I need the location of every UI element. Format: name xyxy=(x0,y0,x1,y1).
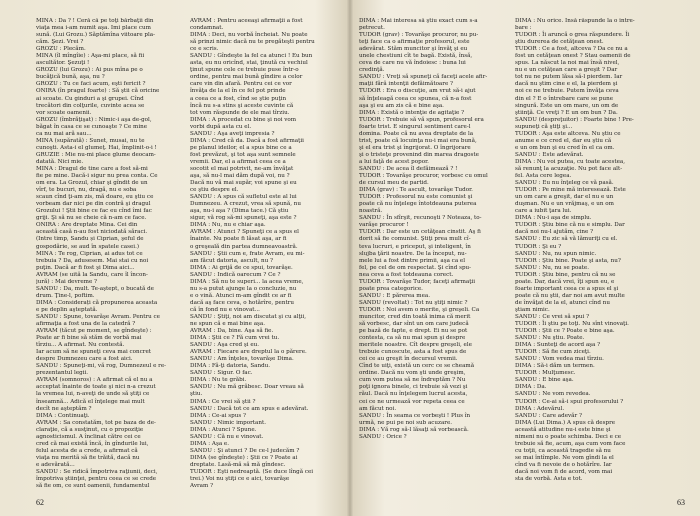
text-line: trebuie să fie, acum, aşa cum vom face xyxy=(515,440,626,447)
text-line: TUDOR : Aşa este altceva. Nu ştiu ce xyxy=(515,130,621,137)
text-line: Dumnezeu. A crezut, vrea să spună, nu xyxy=(190,201,302,208)
left-page-column-1 xyxy=(36,18,184,490)
text-line: trei.) Voi nu ştiţi ce e aici, tovarăşe xyxy=(190,476,290,483)
text-line: AVRAM : Atunci ? Spuneţi ce a spus el xyxy=(190,229,299,236)
text-line: SANDU : Gîndeşte la fel ca atunci ! Eu bun xyxy=(190,53,313,60)
text-line: SANDU (despreţuitor) : Foarte bine ! Pre- xyxy=(515,116,634,123)
text-line: tîrziu... A afirmat. Nu contestă. xyxy=(36,342,125,349)
text-line: DIMA : Să nu te superi... la acea vreme, xyxy=(190,278,304,285)
text-line: TUDOR : Ce a fost, altceva ? Da ce nu a xyxy=(515,46,628,53)
text-line: e un om bun şi eu cred în el ca om. xyxy=(515,144,615,151)
text-line: SANDU : E părerea mea. xyxy=(359,292,430,299)
text-line: ce e scris. xyxy=(190,46,219,53)
text-line: Dacă nu vă mai supăr, voi spune şi eu xyxy=(190,180,297,187)
text-line: ordine, pentru mai bună gîndire a celor xyxy=(190,74,303,81)
text-line: DIMA : Există o intenţie de agitaţie ? xyxy=(359,109,465,116)
text-line: DIMA (Lui Dima.) A spus că despre xyxy=(515,419,616,426)
text-line: TUDOR : Noi avem o merite, şi greşeli. Ca xyxy=(359,306,480,313)
text-line: trecători din colţurile, cuvinte acea se xyxy=(36,102,145,109)
text-line: să înţeleagă ceea ce spunea, că n-a fost xyxy=(359,95,472,102)
text-line: spus. La născut la noi mai însă nivel, xyxy=(515,60,620,67)
text-line: jură) : Mai devreme ? xyxy=(36,278,98,285)
text-line: foarte important ceea ce a spus el şi xyxy=(515,285,619,292)
text-line: DIMA : Nu te grăbi. xyxy=(190,377,247,384)
text-line: condamnat. xyxy=(190,25,224,32)
text-line: DIMA : Sunteţi de acord aşa ? xyxy=(515,342,601,349)
text-line: SANDU : Dacă tot ce am spus e adevărat. xyxy=(190,405,309,412)
text-line: cunoşti. Asta-i el glumeţ. Hai, împlinit-o-i ! xyxy=(36,144,157,151)
text-line: ştiu durerea de cetăţean onest. xyxy=(515,39,604,46)
text-line: drum. Ţine-l, poftim. xyxy=(36,292,95,299)
text-line: răul. Dacă nu înţelegem lucrul acesta, xyxy=(359,391,468,398)
text-line: MINA (îl mîngîie) : Aşa-mi place, să fii xyxy=(36,53,145,60)
text-line: dacă nu ştim cine e el, la pierdem şi xyxy=(515,81,618,88)
text-line: fel, pe cel de om respectat. Şi cînd spu- xyxy=(359,264,472,271)
text-line: dorit să fie comunist. Ştiţi prea mult cî- xyxy=(359,236,471,243)
text-line: prezentantul legii. xyxy=(36,370,89,377)
text-line: ştiinţă. Ce vreţi ? E un om bun ? Da. xyxy=(515,109,618,116)
text-line: înseamnă... Adică el înţelege mai mult xyxy=(36,398,145,405)
text-line: ce ştiu despre el. xyxy=(190,187,239,194)
text-line: DIMA : Adevărul. xyxy=(515,405,565,412)
text-line: supuneţi că ştiţi şi... xyxy=(515,123,573,130)
text-line: duşman. Nu e un vrăjmaş, e un om xyxy=(515,201,614,208)
text-line: SANDU : Nimic important. xyxy=(190,419,267,426)
left-page-column-2 xyxy=(190,18,338,490)
text-line: DIMA (grav) : Te ascult, tovarăşe Tudor. xyxy=(359,187,473,194)
text-line: SANDU : În seama ce vorbeşti ! Plus în xyxy=(359,412,471,419)
text-line: AVRAM : Pentru aceeaşi afirmaţii a fost xyxy=(190,18,303,24)
text-line: varăşe procuror ! xyxy=(359,222,409,229)
text-line: vor scoate oamenii. xyxy=(36,109,92,116)
text-line: TUDOR : Ce-ai să-i spui profesorului ? xyxy=(515,398,624,405)
text-line: SANDU : Ce vrei să spui ? xyxy=(515,313,590,320)
text-line: SANDU : Este adevărat. xyxy=(515,151,584,158)
text-line: ONIRA : Are dreptate Mina. Cei din xyxy=(36,222,138,229)
text-line: căm. Şezi. Vrei ? xyxy=(36,39,84,46)
text-line: de cursul meu de partid. xyxy=(359,180,429,187)
text-line: cei ce ne urmează vor repeta ceea ce xyxy=(359,398,465,405)
text-line: MINA (supărată) : Sunet, musai, nu te xyxy=(36,137,145,144)
text-line: această atitudine nu-i este bine şi xyxy=(515,426,611,433)
text-line: nimeni nu o poate schimba. Deci e ce xyxy=(515,433,622,440)
text-line: GROZU (îmbrăţişat) : Nimic-i aşa de-gol, xyxy=(36,116,152,123)
text-line: TUDOR : Ştiu bine că nu e simplu. Dar xyxy=(515,222,625,229)
text-line: ca nu mai ară sau... xyxy=(36,130,92,137)
text-line: fost prevăzut, şi tot aşa sunt semnele xyxy=(190,151,296,158)
text-line: fel. Asta cere legea. xyxy=(515,173,572,180)
text-line: ONIRA (în pragul foarte) : Să ştii că oricine xyxy=(36,88,160,95)
text-line: SANDU : Şi atunci ? De ce-l judecăm ? xyxy=(190,447,300,454)
text-line: SANDU : Că nu e vinovat. xyxy=(190,433,264,440)
text-line: decît ne aşteptăm ? xyxy=(36,405,92,412)
text-line: am făcut datoria, ascult, nu ? xyxy=(190,257,273,264)
text-line: se mai întîmple. Ne vom gîndi la el xyxy=(515,454,614,461)
text-line: SANDU : Care adevăr ? xyxy=(515,412,582,419)
text-line: gospodărie, se aud în spatele casei.) xyxy=(36,243,140,250)
text-line: băgat în casa ce se cunoaşte ? Ce mine xyxy=(36,123,148,130)
text-line: TUDOR (grav) : Tovarăşe procuror, nu pu- xyxy=(359,32,479,39)
text-line: TUDOR : Să fie cum ziceţi. xyxy=(515,349,591,356)
text-line: pe bază de fapte, e drept. Ei nu se pot xyxy=(359,328,468,335)
text-line: bare : xyxy=(515,25,532,32)
right-page-column-2 xyxy=(515,18,663,490)
text-line: vorbi după asta cu el. xyxy=(190,123,252,130)
text-line: Cînd te uiţi, există un cerc ce se cheamă xyxy=(359,363,475,370)
text-line: Grozului ! Ştii bine ce fac eu cînd îmi fac xyxy=(36,208,152,215)
right-page-column-1 xyxy=(359,18,507,490)
text-line: acceptat înainte de toate şi nici n-a crezut xyxy=(36,384,156,391)
text-line: DIMA : Aşa e. xyxy=(190,440,230,447)
text-line: noi ce ne trebuie. Putem învăţa ceva xyxy=(515,88,619,95)
text-line: trebuia ? Da, adusesem. Mai stai cu noi xyxy=(36,257,149,264)
text-line: SANDU : Nu ştiu. Poate. xyxy=(515,335,585,342)
text-line: MINA : Da ? ! Ceră că pe toţi bărbaţii din xyxy=(36,18,154,24)
text-line: SANDU : Spune, tovarăşe Avram. Pentru ce xyxy=(36,313,160,320)
text-line: TUDOR : Pe mine mă interesează. Este xyxy=(515,187,626,194)
text-line: să renunţ la acuzaţie. Nu pot face alt- xyxy=(515,165,623,172)
left-page xyxy=(0,0,349,516)
text-line: fie pe mine. Dacă-i sigur nu prea conta. Ce xyxy=(36,173,158,180)
text-line: petrecut. xyxy=(359,25,385,32)
text-line: nu e un cetăţean care a greşit ? Dar xyxy=(515,67,618,74)
text-line: a lui faţă de acest popor. xyxy=(359,158,429,165)
text-line: fost un cetăţean onest ? Stau oamenii de xyxy=(515,53,631,60)
text-line: vorbeam dar nici pe din contră şi dragul xyxy=(36,201,151,208)
text-line: nea ceva a fost totdeauna corect. xyxy=(359,271,454,278)
text-line: e o vină. Atunci m-am gîndit ce ar fi xyxy=(190,292,292,299)
text-line: SANDU : Eu zic să vă lămuriţi cu el. xyxy=(515,236,618,243)
text-line: sta de vorbă. Asta e tot. xyxy=(515,476,583,483)
text-line: DIMA : Ce vrei să ştii ? xyxy=(190,398,256,405)
text-line: AVRAM : Da, bine. Aşa să fie. xyxy=(190,328,274,335)
text-line: înainte. Nu poate fi lăsat aşa, ar fi xyxy=(190,236,287,243)
text-line: (Intre timp, Sandu și Ciprian, şeful de xyxy=(36,236,144,243)
text-line: învăţa de la el în ce fel pot prinde xyxy=(190,88,286,95)
text-line: SANDU (revoltat) : Tot nu ştiţi nimic ? xyxy=(359,299,468,306)
text-line: scaun cînd ţi-am zis, mă doare, eu ştiu ce xyxy=(36,194,154,201)
text-line: MINA : Dragul de tine care a fost să-mi xyxy=(36,165,148,172)
text-line: mele lui a fost dintre primii, aşa ca el xyxy=(359,257,466,264)
text-line: AVRAM (tăcut pe moment, se gîndeşte) : xyxy=(36,328,152,335)
text-line: SANDU : Se ridică împotriva raţiunii, deci, xyxy=(36,469,158,475)
text-line: şi el era trist şi îngrijorat. O îngrijorare xyxy=(359,144,471,151)
text-line: GROZU : Plecăm. xyxy=(36,46,86,53)
text-line: SANDU : Aşa cred şi eu. xyxy=(190,342,260,349)
text-line: adevărat. Stăm muncitor şi învăţ şi eu xyxy=(359,46,468,53)
text-line: SANDU : De acea îl defăimează ? ! xyxy=(359,165,458,172)
text-line: TUDOR : Îi aruncă o grea răspundere. Îi xyxy=(515,32,630,39)
text-line: SANDU : Am înţeles, tovarăşe Dima. xyxy=(190,356,294,363)
text-line: viaţa mea i-am numit aşa. Imi place cum xyxy=(36,25,151,32)
text-line: trebuie cunoscute, asta a fost spus de xyxy=(359,349,467,356)
text-line: DIMA : Atunci ? Spune. xyxy=(190,426,257,433)
text-line: să fie om, ce sunt oamenii, fundamentul xyxy=(36,483,150,490)
text-line: DIMA : Ce-ai spus ? xyxy=(190,412,246,419)
text-line: împotriva ştiinţei, pentru ceea ce se crede xyxy=(36,476,157,483)
text-line: claraţie, că a susţinut, cu o propoziţie xyxy=(36,426,144,433)
text-line: DIMA : Nu orice. Însă răspunde la o între- xyxy=(515,18,635,24)
text-line: felul acesta de a crede, a afirmat că xyxy=(36,447,138,454)
text-line: teva lucruri, e priceput, şi inteligent, în xyxy=(359,243,471,250)
text-line: DIMA : Ştii ce ? Fă cum vrei tu. xyxy=(190,335,280,342)
text-line: DIMA : Vă rog să-l lăsaţi să vorbească. xyxy=(359,426,469,433)
text-line: SANDU : Ştii cum e, frate Avram, eu mi- xyxy=(190,250,305,257)
text-line: e adevărată... xyxy=(36,461,75,468)
text-line: DIMA : Da. xyxy=(515,384,547,391)
text-line: AVRAM : Fiecare are dreptul la o părere. xyxy=(190,349,307,356)
text-line: pe planul ideilor, el a spus bine ce a xyxy=(190,144,292,151)
text-line: dreptate. Lasă-mă să mă gîndesc. xyxy=(190,461,286,468)
text-line: despre Dumnezeu care a fost aici. xyxy=(36,356,133,363)
text-line: contesta, ca să nu mai spun şi despre xyxy=(359,335,466,342)
text-line: din el ? E o întrebare care se pune xyxy=(515,95,613,102)
text-line: viaţa nu meritã să fie trăită, dacă nu xyxy=(36,454,140,461)
text-line: ştiam nimic. xyxy=(515,306,550,313)
text-line: urmă, ne pui pe noi sub acuzare. xyxy=(359,419,453,426)
text-line: AVRAM (somnoros) : A afirmat că el nu a xyxy=(36,377,153,384)
text-line: SANDU : Nu, nu spun nimic. xyxy=(515,250,597,257)
text-line: vîrf, te bucuri, nu, dragă, nu e soba xyxy=(36,187,137,194)
text-line: cred că mai există încă, în gîndurile lui, xyxy=(36,440,149,447)
text-line: poate că nu ştii, dar noi am avut multe xyxy=(515,292,625,299)
text-line: SANDU : Vreţi să spuneţi că faceţi acele afir- xyxy=(359,74,488,81)
text-line: TUDOR : Mulţumesc. xyxy=(515,370,576,377)
text-line: a ceea ce a fost, cînd se ştie puţin xyxy=(190,95,287,102)
text-line: SANDU : Ne vom revedea. xyxy=(515,391,591,398)
text-line: cum vom putea să ne îndreptăm ? Nu xyxy=(359,377,466,384)
text-line: DIMA (se gîndeşte) : Ştii ce ? Poate ai xyxy=(190,454,298,461)
text-line: anume e ce cred el, dar eu ştiu că xyxy=(515,137,612,144)
text-line: care a iubit ţara lui. xyxy=(515,208,572,215)
text-line: DIMA : Deci, nu vorbă încheiat. Nu poate xyxy=(190,32,308,39)
text-line: unele chestiuni cît te bagă. Există, însă, xyxy=(359,53,473,60)
text-line: maţii fără intenţii defăimătoare ? xyxy=(359,81,454,88)
text-line: GROZU : Tu ce faci acum, eşti fericit ? xyxy=(36,81,146,88)
text-line: sigur, vă rog să-mi spuneţi, aşa este ? xyxy=(190,215,297,222)
text-line: TUDOR : Era o discuţie, am vrut să-i ajut xyxy=(359,88,476,95)
text-line: TUDOR : Tovarăşe procuror, vorbesc cu omul xyxy=(359,173,488,180)
text-line: cînd va fi nevoie de o hotărîre. Iar xyxy=(515,461,612,468)
text-line: SANDU : Ştiţi, noi am discutat şi cu alţii, xyxy=(190,313,307,320)
text-line: SANDU : Nu mă grăbesc. Doar vreau să xyxy=(190,384,304,391)
text-line: cei ce au greşit în decursul vremii. xyxy=(359,356,458,363)
text-line: poate. Dar, dacă vrei, îţi spun eu, e xyxy=(515,278,615,285)
text-line: DIMA : Cred că da. Dacă a fost afirmaţii xyxy=(190,137,304,144)
text-line: DIMA : A procedat cu bine şi noi vom xyxy=(190,116,297,123)
text-line: Iar acum să ne spuneţi ceva mai concret xyxy=(36,349,151,356)
text-line: SANDU : Orice ? xyxy=(359,433,407,440)
text-line: vremii. Dar, el a afirmat ceea ce a xyxy=(190,158,286,165)
text-line: datată. Nici mie. xyxy=(36,158,84,165)
text-line: că în fond nu e vinovat... xyxy=(190,306,260,313)
text-line: TUDOR : Ştiu bine, pentru că nu se xyxy=(515,271,616,278)
page-number-left: 62 xyxy=(36,498,44,507)
text-line: singură. Este un om mare, un om de xyxy=(515,102,619,109)
text-line: poate că nu înţelege întotdeauna puterea xyxy=(359,201,477,208)
text-line: SANDU : Vom vedea mai tîrziu. xyxy=(515,356,604,363)
text-line: această casă n-au fost niciodată săraci. xyxy=(36,229,148,236)
text-line: SANDU : A spus că sufletul este al lui xyxy=(190,194,297,201)
text-line: tot vom răspunde de ele mai tîrziu. xyxy=(190,109,290,116)
text-line: ordine. Dacă nu vom şti unde greşim, xyxy=(359,370,466,377)
text-line: SANDU : Sigur. O fac. xyxy=(190,370,253,377)
text-line: slujba ţării noastre. De la început, nu- xyxy=(359,250,467,257)
text-line: care vin din afară. Pentru cei ce vor xyxy=(190,81,292,88)
text-line: SANDU : Spuneţi-mi, vă rog, Dumnezeul e re- xyxy=(36,363,167,370)
text-line: SANDU : Indică oarecum ? Ce ? xyxy=(190,271,281,278)
text-line: DIMA : Continuaţi. xyxy=(36,412,90,419)
text-line: SANDU : Aşa aveţi impresia ? xyxy=(190,130,275,137)
text-line: TUDOR : Trebuie să vă spun, profesorul era xyxy=(359,116,484,123)
text-line: ne spun că e mai bine aşa. xyxy=(190,321,266,328)
text-line: meritele noastre. Cît despre greşeli, ele xyxy=(359,342,472,349)
text-line: nu s-a putut ajunge la o concluzie, nu xyxy=(190,285,297,292)
text-line: ceva de care nu vă îndoiesc : buna lui xyxy=(359,60,466,67)
text-line: DIMA : Fă-ţi datoria, Sandu. xyxy=(190,363,271,370)
text-line: SANDU : Nu, nu se poate. xyxy=(515,264,590,271)
text-line: trist, poate că locuinţa nu-i mai era bună, xyxy=(359,137,477,144)
text-line: TUDOR : Eşti nedreaptă. (Se duce lîngă cei xyxy=(190,469,314,475)
text-line: TUDOR : Tovarăşe Tudor, faceţi afirmaţii xyxy=(359,278,476,285)
page-number-right: 63 xyxy=(677,498,685,507)
text-line: DIMA : Mai interesa să ştiu exact cum s-a xyxy=(359,18,478,24)
text-line: poţi ignora binele, ci trebuie să vezi şi xyxy=(359,384,468,391)
text-line: TUDOR : Şi eu ? xyxy=(515,243,562,250)
text-line: socotit el mai potrivit, ne-am învăţat xyxy=(190,165,294,172)
text-line: de învăţat de la el, atunci cînd nu xyxy=(515,299,610,306)
text-line: noastră. xyxy=(359,208,383,215)
text-line: Poate ar fi bine să stăm de vorbă mai xyxy=(36,335,142,342)
right-page xyxy=(351,0,700,516)
text-line: ai scoate. Cu ginduri a şi grupei. Cînd xyxy=(36,95,144,102)
text-line: şi o tristeţe provenind din marea dragoste xyxy=(359,151,479,158)
text-line: ştiu. xyxy=(190,391,203,398)
text-line: dacă aş face ceva, o hotărîre, pentru xyxy=(190,299,294,306)
text-line: TUDOR : Dar este un cetăţean cinstit. Aş fi xyxy=(359,229,481,236)
text-line: aşa şi eu am zis că e bine aşa. xyxy=(359,102,444,109)
text-line: DIMA : Considerați că propunerea aceasta xyxy=(36,299,158,306)
text-line: o greşeală din partea dumneavoastră. xyxy=(190,243,298,250)
text-line: am făcut noi. xyxy=(359,405,397,412)
text-line: să prinzi nimic dacă nu te pregăteşti pentru xyxy=(190,39,315,46)
text-line: DIMA : Nu voi putea, cu toate acestea, xyxy=(515,158,626,165)
text-line: cu toţii, ca această tragedie să nu xyxy=(515,447,611,454)
text-line: SANDU : Da, mult. Te-aştept, o bucată de xyxy=(36,285,154,292)
text-line: domina. Poate că nu avea dreptate de la xyxy=(359,130,474,137)
text-line: SANDU : În sfîrşit, recunoşti ? Noteaza, to- xyxy=(359,215,482,222)
text-line: încă nu s-a stins şi aceste cuvinte că xyxy=(190,102,294,109)
text-line: ascultător. Şezuţi ! xyxy=(36,60,90,67)
text-line: MINA : Te rog, Ciprian, ai adus tot ce xyxy=(36,250,143,257)
text-line: griji. Şi să nu se cheie că n-am ce face. xyxy=(36,215,147,222)
text-line: DIMA : Nu, nu e chiar aşa. xyxy=(190,222,266,229)
text-line: dacă noi vom fi de acord, vom mai xyxy=(515,469,613,475)
text-line: tot nu ne putem lăsa să-l pierdem. Iar xyxy=(515,74,623,81)
text-line: să vorbesc, dar sînt un om care judecă xyxy=(359,321,469,328)
text-line: AVRAM : Sa constatăm, tot pe baza de de- xyxy=(36,419,156,426)
text-line: foarte trist. E singurul sentiment care-l xyxy=(359,123,471,130)
text-line: teţi face ca o afirmaţie profesorul, este xyxy=(359,39,470,46)
text-line: om era. La Grozul, chiar şi gîndit de un xyxy=(36,180,148,187)
text-line: TUDOR : Ştiu bine. Poate şi asta, nu? xyxy=(515,257,621,264)
text-line: la vremea lui, n-aveţi de unde să ştiţi ce xyxy=(36,391,150,398)
text-line: AVRAM (se uită la Sandu, care îl încon- xyxy=(36,271,148,278)
text-line: credinţă. xyxy=(359,67,385,74)
text-line: e pe deplin aşteptată. xyxy=(36,306,98,313)
text-line: GROZU (lui Grozu) : Ai pus mîna pe o xyxy=(36,67,143,74)
text-line: afirmaţia a fost una de la catedră ? xyxy=(36,321,136,328)
text-line: dacă noi nu-l ajutăm, cine ? xyxy=(515,229,594,236)
text-line: aşa, nu-i aşa ? (Dima tace.) Că ştiu xyxy=(190,208,289,215)
text-line: DIMA : Ai grijă de ce spui, tovarăşe. xyxy=(190,264,293,271)
text-line: SANDU : Eu nu înţeleg ce vă pasă. xyxy=(515,180,614,187)
text-line: bucăţică bună, aşa, nu ? xyxy=(36,74,105,81)
text-line: DIMA : Să-i dăm un termen. xyxy=(515,363,595,370)
text-line: sună. (Lui Grozu.) Săptămîna viitoare pla- xyxy=(36,32,156,39)
text-line: un om care a greşit, dar el nu e un xyxy=(515,194,614,201)
text-line: aşa, să nu-l mai dăm după voi, nu ? xyxy=(190,173,290,180)
text-line: TUDOR : Profesorul nu este comunist şi xyxy=(359,194,473,201)
text-line: Avram ? xyxy=(190,483,214,490)
text-line: asta, eu nu oricînd, stai, ţinută cu vechiul xyxy=(190,60,308,67)
text-line: TUDOR : Ştii ce ? Poate e bine aşa. xyxy=(515,328,615,335)
text-line: TUDOR : Îi ştiu pe toţi. Nu sînt vinovaţi. xyxy=(515,321,629,328)
text-line: DIMA : Nu-i aşa de simplu. xyxy=(515,215,592,222)
text-line: SANDU : E bine aşa. xyxy=(515,377,574,384)
text-line: GRUZIE : Mie nu-mi place glume deocam- xyxy=(36,151,156,158)
text-line: agnosticismul. A înclinat către cei ce xyxy=(36,433,141,440)
text-line: ţinut spune cele ce trebuie puse într-o xyxy=(190,67,299,74)
text-line: muncitor, cred din toată inima că merit xyxy=(359,313,471,320)
text-line: poate prea categorice. xyxy=(359,285,423,292)
text-line: puţin. Dacă ar fi fost şi Dima aici... xyxy=(36,264,135,271)
